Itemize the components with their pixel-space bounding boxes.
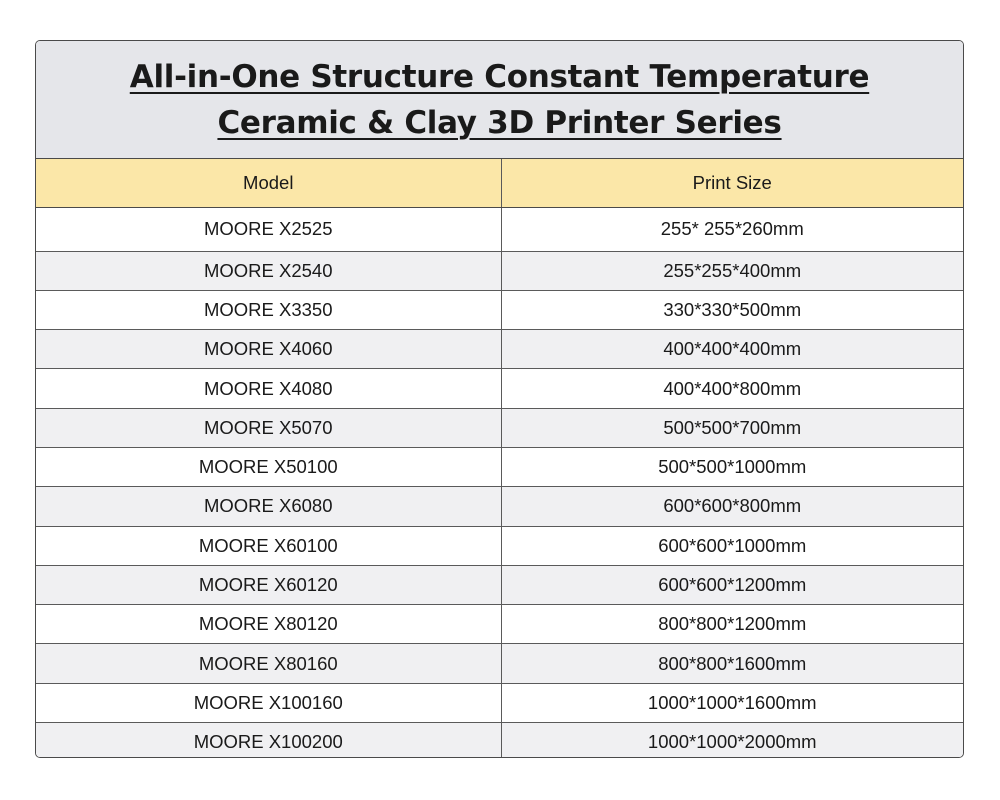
table-row bbox=[36, 251, 963, 290]
print-size-cell: 800*800*1200mm bbox=[501, 605, 963, 644]
table-row bbox=[36, 683, 963, 722]
print-size-cell: 600*600*1000mm bbox=[501, 526, 963, 565]
table-row bbox=[36, 723, 963, 758]
table-row bbox=[36, 207, 963, 251]
model-cell: MOORE X80160 bbox=[36, 644, 501, 683]
model-cell: MOORE X5070 bbox=[36, 408, 501, 447]
model-cell: MOORE X50100 bbox=[36, 447, 501, 486]
print-size-cell: 330*330*500mm bbox=[501, 290, 963, 329]
print-size-cell: 400*400*800mm bbox=[501, 369, 963, 408]
header-print-size: Print Size bbox=[501, 159, 963, 207]
print-size-cell: 255* 255*260mm bbox=[501, 207, 963, 251]
print-size-cell: 600*600*800mm bbox=[501, 487, 963, 526]
model-cell: MOORE X6080 bbox=[36, 487, 501, 526]
table-row bbox=[36, 290, 963, 329]
table-header-row bbox=[36, 159, 963, 207]
print-size-cell: 1000*1000*1600mm bbox=[501, 683, 963, 722]
model-cell: MOORE X80120 bbox=[36, 605, 501, 644]
print-size-cell: 1000*1000*2000mm bbox=[501, 723, 963, 758]
model-cell: MOORE X60120 bbox=[36, 565, 501, 604]
model-cell: MOORE X100160 bbox=[36, 683, 501, 722]
model-cell: MOORE X4060 bbox=[36, 330, 501, 369]
print-size-cell: 500*500*1000mm bbox=[501, 447, 963, 486]
table-row bbox=[36, 447, 963, 486]
spec-sheet bbox=[35, 40, 964, 758]
model-cell: MOORE X3350 bbox=[36, 290, 501, 329]
table-row bbox=[36, 487, 963, 526]
model-cell: MOORE X2540 bbox=[36, 251, 501, 290]
table-body bbox=[36, 207, 963, 758]
table-row bbox=[36, 330, 963, 369]
table-row bbox=[36, 369, 963, 408]
title-line-2: Ceramic & Clay 3D Printer Series bbox=[217, 104, 782, 141]
model-cell: MOORE X2525 bbox=[36, 207, 501, 251]
print-size-cell: 600*600*1200mm bbox=[501, 565, 963, 604]
model-cell: MOORE X100200 bbox=[36, 723, 501, 758]
print-size-cell: 500*500*700mm bbox=[501, 408, 963, 447]
spec-table bbox=[36, 159, 963, 758]
print-size-cell: 255*255*400mm bbox=[501, 251, 963, 290]
table-row bbox=[36, 565, 963, 604]
model-cell: MOORE X60100 bbox=[36, 526, 501, 565]
model-cell: MOORE X4080 bbox=[36, 369, 501, 408]
print-size-cell: 800*800*1600mm bbox=[501, 644, 963, 683]
table-row bbox=[36, 605, 963, 644]
title-block bbox=[36, 41, 963, 159]
title-line-1: All-in-One Structure Constant Temperature bbox=[129, 58, 870, 95]
print-size-cell: 400*400*400mm bbox=[501, 330, 963, 369]
table-row bbox=[36, 644, 963, 683]
table-row bbox=[36, 526, 963, 565]
table-row bbox=[36, 408, 963, 447]
header-model: Model bbox=[36, 159, 501, 207]
